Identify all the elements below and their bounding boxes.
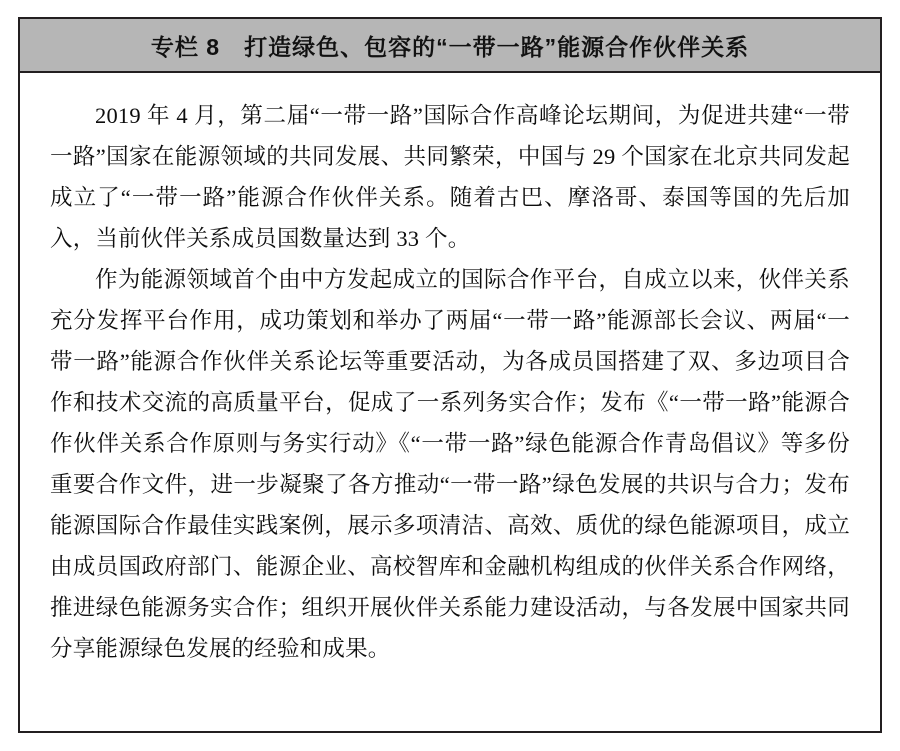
callout-box-title: 专栏 8 打造绿色、包容的“一带一路”能源合作伙伴关系	[150, 33, 750, 60]
paragraph-1: 2019 年 4 月，第二届“一带一路”国际合作高峰论坛期间，为促进共建“一带一路”国家在能源领域的共同发展、共同繁荣，中国与 29 个国家在北京共同发起成立了“一带一路”能源合作伙伴关系。随着古巴、摩洛哥、泰国等国的先后加入，当前伙伴关系成员国数量达到 33 个。	[50, 103, 850, 251]
callout-box	[18, 17, 882, 733]
callout-box-header	[20, 19, 880, 73]
paragraph-2: 作为能源领域首个由中方发起成立的国际合作平台，自成立以来，伙伴关系充分发挥平台作用，成功策划和举办了两届“一带一路”能源部长会议、两届“一带一路”能源合作伙伴关系论坛等重要活动，为各成员国搭建了双、多边项目合作和技术交流的高质量平台，促成了一系列务实合作；发布《“一带一路”能源合作伙伴关系合作原则与务实行动》《“一带一路”绿色能源合作青岛倡议》等多份重要合作文件，进一步凝聚了各方推动“一带一路”绿色发展的共识与合力；发布能源国际合作最佳实践案例，展示多项清洁、高效、质优的绿色能源项目，成立由成员国政府部门、能源企业、高校智库和金融机构组成的伙伴关系合作网络，推进绿色能源务实合作；组织开展伙伴关系能力建设活动，与各发展中国家共同分享能源绿色发展的经验和成果。	[50, 267, 850, 661]
callout-box-body	[20, 73, 880, 679]
